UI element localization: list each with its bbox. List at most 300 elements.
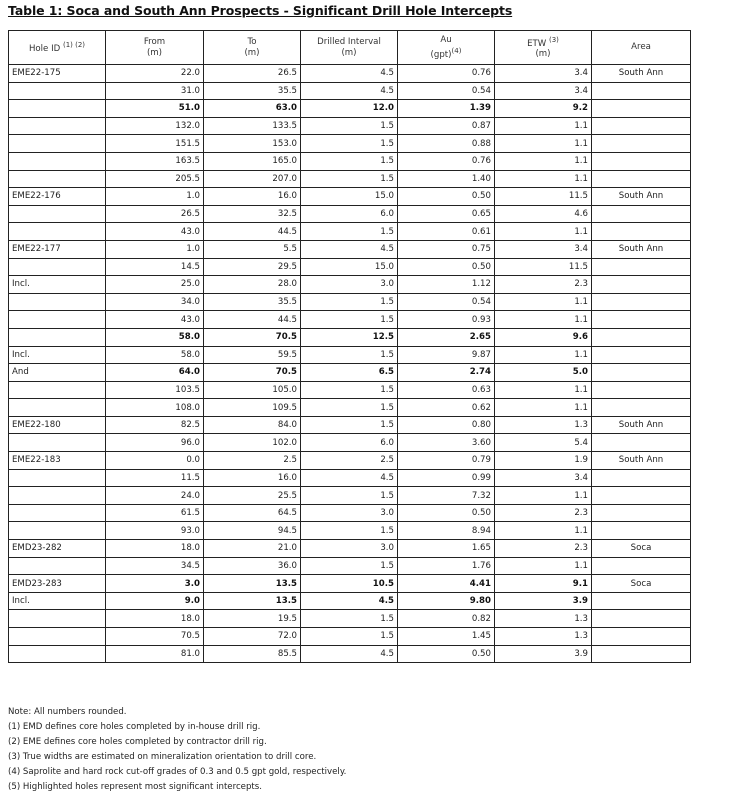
cell-hole: EME22-183 bbox=[9, 452, 106, 470]
table-row bbox=[9, 152, 691, 170]
cell-interval: 1.5 bbox=[301, 628, 398, 646]
cell-to: 35.5 bbox=[204, 82, 301, 100]
cell-etw: 1.1 bbox=[495, 223, 592, 241]
cell-etw: 1.1 bbox=[495, 381, 592, 399]
cell-au: 7.32 bbox=[398, 487, 495, 505]
cell-hole bbox=[9, 645, 106, 663]
header-footnote-ref: (4) bbox=[451, 46, 462, 55]
cell-from: 34.0 bbox=[106, 293, 204, 311]
cell-interval: 3.0 bbox=[301, 504, 398, 522]
cell-interval: 15.0 bbox=[301, 188, 398, 206]
cell-hole bbox=[9, 434, 106, 452]
cell-to: 59.5 bbox=[204, 346, 301, 364]
cell-au: 1.76 bbox=[398, 557, 495, 575]
table-row bbox=[9, 645, 691, 663]
cell-hole bbox=[9, 469, 106, 487]
cell-area: South Ann bbox=[592, 188, 691, 206]
cell-hole bbox=[9, 152, 106, 170]
cell-au: 0.80 bbox=[398, 416, 495, 434]
cell-au: 0.99 bbox=[398, 469, 495, 487]
cell-area bbox=[592, 399, 691, 417]
drill-intercepts-table bbox=[8, 30, 691, 663]
table-row bbox=[9, 223, 691, 241]
cell-interval: 6.0 bbox=[301, 205, 398, 223]
cell-to: 44.5 bbox=[204, 223, 301, 241]
cell-au: 0.61 bbox=[398, 223, 495, 241]
cell-area bbox=[592, 504, 691, 522]
table-row bbox=[9, 170, 691, 188]
cell-from: 14.5 bbox=[106, 258, 204, 276]
cell-to: 32.5 bbox=[204, 205, 301, 223]
header-label: From bbox=[143, 36, 166, 47]
cell-to: 109.5 bbox=[204, 399, 301, 417]
cell-etw: 3.4 bbox=[495, 82, 592, 100]
cell-area bbox=[592, 258, 691, 276]
header-unit: (m) bbox=[535, 49, 551, 60]
cell-from: 1.0 bbox=[106, 240, 204, 258]
header-unit: (m) bbox=[341, 47, 357, 58]
cell-interval: 1.5 bbox=[301, 381, 398, 399]
table-row bbox=[9, 469, 691, 487]
cell-to: 16.0 bbox=[204, 469, 301, 487]
cell-area bbox=[592, 381, 691, 399]
table-row bbox=[9, 65, 691, 83]
cell-au: 1.45 bbox=[398, 628, 495, 646]
table-row bbox=[9, 188, 691, 206]
table-row bbox=[9, 381, 691, 399]
cell-etw: 1.1 bbox=[495, 170, 592, 188]
cell-au: 9.80 bbox=[398, 592, 495, 610]
cell-to: 84.0 bbox=[204, 416, 301, 434]
header-footnote-ref: (1) (2) bbox=[62, 41, 86, 50]
header-au bbox=[398, 31, 495, 65]
cell-area bbox=[592, 487, 691, 505]
header-label: Area bbox=[631, 42, 651, 52]
cell-etw: 11.5 bbox=[495, 188, 592, 206]
table-row bbox=[9, 592, 691, 610]
cell-from: 82.5 bbox=[106, 416, 204, 434]
cell-interval: 4.5 bbox=[301, 592, 398, 610]
cell-au: 1.12 bbox=[398, 276, 495, 294]
cell-to: 72.0 bbox=[204, 628, 301, 646]
table-row bbox=[9, 311, 691, 329]
cell-from: 64.0 bbox=[106, 364, 204, 382]
cell-from: 96.0 bbox=[106, 434, 204, 452]
cell-etw: 2.3 bbox=[495, 504, 592, 522]
table-row bbox=[9, 575, 691, 593]
cell-interval: 3.0 bbox=[301, 540, 398, 558]
cell-au: 1.39 bbox=[398, 100, 495, 118]
table-row bbox=[9, 117, 691, 135]
cell-to: 28.0 bbox=[204, 276, 301, 294]
cell-to: 16.0 bbox=[204, 188, 301, 206]
table-row bbox=[9, 610, 691, 628]
cell-from: 26.5 bbox=[106, 205, 204, 223]
header-label: ETW bbox=[527, 38, 547, 49]
header-unit: (m) bbox=[146, 47, 163, 58]
cell-interval: 1.5 bbox=[301, 117, 398, 135]
cell-from: 103.5 bbox=[106, 381, 204, 399]
header-to bbox=[204, 31, 301, 65]
cell-from: 70.5 bbox=[106, 628, 204, 646]
footnote: (5) Highlighted holes represent most significant intercepts. bbox=[8, 782, 262, 792]
cell-to: 21.0 bbox=[204, 540, 301, 558]
cell-area bbox=[592, 628, 691, 646]
table-row bbox=[9, 540, 691, 558]
cell-etw: 1.3 bbox=[495, 610, 592, 628]
cell-etw: 11.5 bbox=[495, 258, 592, 276]
table-row bbox=[9, 276, 691, 294]
cell-to: 13.5 bbox=[204, 575, 301, 593]
cell-from: 18.0 bbox=[106, 540, 204, 558]
cell-to: 19.5 bbox=[204, 610, 301, 628]
cell-etw: 1.1 bbox=[495, 522, 592, 540]
footnote: (3) True widths are estimated on mineralization orientation to drill core. bbox=[8, 752, 317, 762]
cell-interval: 1.5 bbox=[301, 522, 398, 540]
cell-au: 0.93 bbox=[398, 311, 495, 329]
cell-area bbox=[592, 152, 691, 170]
cell-area: Soca bbox=[592, 540, 691, 558]
cell-etw: 9.2 bbox=[495, 100, 592, 118]
cell-interval: 1.5 bbox=[301, 346, 398, 364]
cell-hole: EME22-180 bbox=[9, 416, 106, 434]
table-row bbox=[9, 452, 691, 470]
cell-from: 43.0 bbox=[106, 223, 204, 241]
cell-area bbox=[592, 592, 691, 610]
cell-etw: 1.1 bbox=[495, 557, 592, 575]
cell-etw: 1.3 bbox=[495, 416, 592, 434]
header-from bbox=[106, 31, 204, 65]
cell-hole: EMD23-282 bbox=[9, 540, 106, 558]
cell-area bbox=[592, 205, 691, 223]
cell-to: 29.5 bbox=[204, 258, 301, 276]
cell-interval: 1.5 bbox=[301, 416, 398, 434]
cell-hole: Incl. bbox=[9, 276, 106, 294]
cell-area: South Ann bbox=[592, 452, 691, 470]
table-title: Table 1: Soca and South Ann Prospects - Significant Drill Hole Intercepts bbox=[8, 3, 513, 18]
cell-from: 151.5 bbox=[106, 135, 204, 153]
cell-interval: 4.5 bbox=[301, 645, 398, 663]
cell-from: 108.0 bbox=[106, 399, 204, 417]
cell-au: 0.88 bbox=[398, 135, 495, 153]
cell-from: 34.5 bbox=[106, 557, 204, 575]
cell-to: 13.5 bbox=[204, 592, 301, 610]
cell-hole: EME22-176 bbox=[9, 188, 106, 206]
cell-etw: 1.1 bbox=[495, 152, 592, 170]
cell-interval: 6.0 bbox=[301, 434, 398, 452]
cell-interval: 1.5 bbox=[301, 311, 398, 329]
cell-to: 44.5 bbox=[204, 311, 301, 329]
cell-area bbox=[592, 610, 691, 628]
cell-from: 25.0 bbox=[106, 276, 204, 294]
cell-interval: 4.5 bbox=[301, 469, 398, 487]
cell-au: 1.65 bbox=[398, 540, 495, 558]
cell-area bbox=[592, 364, 691, 382]
cell-to: 64.5 bbox=[204, 504, 301, 522]
cell-etw: 3.9 bbox=[495, 592, 592, 610]
cell-to: 26.5 bbox=[204, 65, 301, 83]
cell-hole bbox=[9, 82, 106, 100]
cell-interval: 4.5 bbox=[301, 240, 398, 258]
cell-interval: 4.5 bbox=[301, 82, 398, 100]
cell-to: 2.5 bbox=[204, 452, 301, 470]
cell-to: 153.0 bbox=[204, 135, 301, 153]
cell-interval: 1.5 bbox=[301, 293, 398, 311]
cell-etw: 1.1 bbox=[495, 346, 592, 364]
footnote: (1) EMD defines core holes completed by in-house drill rig. bbox=[8, 722, 261, 732]
cell-interval: 10.5 bbox=[301, 575, 398, 593]
table-row bbox=[9, 205, 691, 223]
cell-area bbox=[592, 100, 691, 118]
cell-hole bbox=[9, 328, 106, 346]
cell-area bbox=[592, 346, 691, 364]
footnote: (2) EME defines core holes completed by contractor drill rig. bbox=[8, 737, 267, 747]
cell-area bbox=[592, 645, 691, 663]
table-row bbox=[9, 416, 691, 434]
cell-from: 61.5 bbox=[106, 504, 204, 522]
cell-etw: 5.4 bbox=[495, 434, 592, 452]
cell-etw: 3.9 bbox=[495, 645, 592, 663]
cell-au: 0.50 bbox=[398, 258, 495, 276]
cell-au: 0.75 bbox=[398, 240, 495, 258]
cell-etw: 1.1 bbox=[495, 293, 592, 311]
cell-to: 63.0 bbox=[204, 100, 301, 118]
table-row bbox=[9, 135, 691, 153]
cell-etw: 1.1 bbox=[495, 117, 592, 135]
cell-hole: EME22-175 bbox=[9, 65, 106, 83]
cell-etw: 3.4 bbox=[495, 240, 592, 258]
cell-from: 163.5 bbox=[106, 152, 204, 170]
cell-to: 36.0 bbox=[204, 557, 301, 575]
cell-interval: 1.5 bbox=[301, 557, 398, 575]
cell-from: 205.5 bbox=[106, 170, 204, 188]
cell-au: 0.50 bbox=[398, 645, 495, 663]
cell-au: 3.60 bbox=[398, 434, 495, 452]
table-row bbox=[9, 522, 691, 540]
cell-from: 24.0 bbox=[106, 487, 204, 505]
cell-to: 102.0 bbox=[204, 434, 301, 452]
cell-interval: 4.5 bbox=[301, 65, 398, 83]
cell-interval: 1.5 bbox=[301, 170, 398, 188]
table-row bbox=[9, 293, 691, 311]
cell-area bbox=[592, 557, 691, 575]
cell-to: 5.5 bbox=[204, 240, 301, 258]
cell-hole bbox=[9, 381, 106, 399]
cell-from: 132.0 bbox=[106, 117, 204, 135]
cell-etw: 1.1 bbox=[495, 311, 592, 329]
cell-area bbox=[592, 434, 691, 452]
cell-interval: 2.5 bbox=[301, 452, 398, 470]
cell-to: 165.0 bbox=[204, 152, 301, 170]
cell-hole bbox=[9, 117, 106, 135]
cell-area: Soca bbox=[592, 575, 691, 593]
header-label: Hole ID bbox=[28, 43, 61, 54]
cell-au: 0.50 bbox=[398, 504, 495, 522]
cell-au: 0.76 bbox=[398, 152, 495, 170]
header-label: To bbox=[247, 36, 257, 47]
cell-to: 35.5 bbox=[204, 293, 301, 311]
table-row bbox=[9, 628, 691, 646]
cell-area bbox=[592, 82, 691, 100]
cell-interval: 12.0 bbox=[301, 100, 398, 118]
cell-au: 8.94 bbox=[398, 522, 495, 540]
cell-area bbox=[592, 276, 691, 294]
header-unit: (m) bbox=[244, 47, 260, 58]
cell-area bbox=[592, 117, 691, 135]
cell-au: 0.76 bbox=[398, 65, 495, 83]
cell-etw: 9.6 bbox=[495, 328, 592, 346]
header-hole-id bbox=[9, 31, 106, 65]
cell-interval: 15.0 bbox=[301, 258, 398, 276]
cell-etw: 4.6 bbox=[495, 205, 592, 223]
table-row bbox=[9, 346, 691, 364]
cell-interval: 1.5 bbox=[301, 223, 398, 241]
table-row bbox=[9, 100, 691, 118]
cell-au: 0.63 bbox=[398, 381, 495, 399]
cell-from: 43.0 bbox=[106, 311, 204, 329]
table-row bbox=[9, 82, 691, 100]
cell-from: 58.0 bbox=[106, 346, 204, 364]
cell-to: 25.5 bbox=[204, 487, 301, 505]
table-row bbox=[9, 328, 691, 346]
cell-hole: Incl. bbox=[9, 592, 106, 610]
cell-area bbox=[592, 469, 691, 487]
cell-etw: 3.4 bbox=[495, 65, 592, 83]
cell-area bbox=[592, 293, 691, 311]
header-etw bbox=[495, 31, 592, 65]
cell-interval: 1.5 bbox=[301, 610, 398, 628]
cell-au: 0.79 bbox=[398, 452, 495, 470]
cell-etw: 5.0 bbox=[495, 364, 592, 382]
cell-to: 133.5 bbox=[204, 117, 301, 135]
cell-from: 18.0 bbox=[106, 610, 204, 628]
cell-au: 9.87 bbox=[398, 346, 495, 364]
cell-from: 31.0 bbox=[106, 82, 204, 100]
cell-area: South Ann bbox=[592, 65, 691, 83]
cell-from: 11.5 bbox=[106, 469, 204, 487]
cell-etw: 9.1 bbox=[495, 575, 592, 593]
header-label: Au bbox=[440, 34, 452, 45]
cell-interval: 1.5 bbox=[301, 487, 398, 505]
cell-hole bbox=[9, 293, 106, 311]
cell-etw: 1.1 bbox=[495, 135, 592, 153]
cell-interval: 1.5 bbox=[301, 399, 398, 417]
footnote: Note: All numbers rounded. bbox=[8, 707, 127, 717]
cell-hole bbox=[9, 522, 106, 540]
cell-hole: Incl. bbox=[9, 346, 106, 364]
cell-hole bbox=[9, 100, 106, 118]
footnote: (4) Saprolite and hard rock cut-off grades of 0.3 and 0.5 gpt gold, respectively. bbox=[8, 767, 347, 777]
table-row bbox=[9, 364, 691, 382]
cell-au: 0.82 bbox=[398, 610, 495, 628]
cell-to: 207.0 bbox=[204, 170, 301, 188]
cell-from: 9.0 bbox=[106, 592, 204, 610]
header-label: Drilled Interval bbox=[317, 36, 381, 47]
cell-hole bbox=[9, 223, 106, 241]
table-row bbox=[9, 434, 691, 452]
footnotes bbox=[8, 705, 346, 795]
cell-hole bbox=[9, 311, 106, 329]
cell-hole bbox=[9, 135, 106, 153]
table-row bbox=[9, 504, 691, 522]
cell-from: 1.0 bbox=[106, 188, 204, 206]
header-area bbox=[592, 31, 691, 65]
header-interval bbox=[301, 31, 398, 65]
header-row bbox=[9, 31, 691, 65]
cell-etw: 1.3 bbox=[495, 628, 592, 646]
cell-interval: 6.5 bbox=[301, 364, 398, 382]
cell-au: 2.74 bbox=[398, 364, 495, 382]
cell-au: 2.65 bbox=[398, 328, 495, 346]
header-unit: (gpt) bbox=[430, 49, 452, 60]
cell-area: South Ann bbox=[592, 416, 691, 434]
cell-area bbox=[592, 135, 691, 153]
cell-to: 105.0 bbox=[204, 381, 301, 399]
cell-from: 22.0 bbox=[106, 65, 204, 83]
cell-from: 81.0 bbox=[106, 645, 204, 663]
cell-au: 0.87 bbox=[398, 117, 495, 135]
cell-au: 0.54 bbox=[398, 82, 495, 100]
cell-hole bbox=[9, 170, 106, 188]
cell-area: South Ann bbox=[592, 240, 691, 258]
cell-au: 0.62 bbox=[398, 399, 495, 417]
cell-to: 85.5 bbox=[204, 645, 301, 663]
cell-au: 0.50 bbox=[398, 188, 495, 206]
cell-hole: EME22-177 bbox=[9, 240, 106, 258]
cell-etw: 2.3 bbox=[495, 276, 592, 294]
cell-hole bbox=[9, 610, 106, 628]
cell-hole bbox=[9, 504, 106, 522]
cell-hole bbox=[9, 258, 106, 276]
cell-interval: 1.5 bbox=[301, 135, 398, 153]
cell-from: 51.0 bbox=[106, 100, 204, 118]
cell-etw: 1.1 bbox=[495, 487, 592, 505]
cell-area bbox=[592, 311, 691, 329]
cell-hole bbox=[9, 557, 106, 575]
cell-area bbox=[592, 223, 691, 241]
cell-au: 0.65 bbox=[398, 205, 495, 223]
cell-to: 70.5 bbox=[204, 328, 301, 346]
cell-hole: And bbox=[9, 364, 106, 382]
cell-etw: 1.9 bbox=[495, 452, 592, 470]
table-row bbox=[9, 487, 691, 505]
table-row bbox=[9, 258, 691, 276]
cell-hole bbox=[9, 399, 106, 417]
cell-hole: EMD23-283 bbox=[9, 575, 106, 593]
cell-hole bbox=[9, 628, 106, 646]
cell-hole bbox=[9, 205, 106, 223]
cell-from: 58.0 bbox=[106, 328, 204, 346]
cell-area bbox=[592, 522, 691, 540]
cell-area bbox=[592, 328, 691, 346]
cell-interval: 12.5 bbox=[301, 328, 398, 346]
cell-from: 93.0 bbox=[106, 522, 204, 540]
table-body bbox=[9, 65, 691, 663]
table-row bbox=[9, 399, 691, 417]
cell-interval: 3.0 bbox=[301, 276, 398, 294]
cell-to: 94.5 bbox=[204, 522, 301, 540]
cell-etw: 2.3 bbox=[495, 540, 592, 558]
header-footnote-ref: (3) bbox=[549, 35, 559, 44]
cell-to: 70.5 bbox=[204, 364, 301, 382]
cell-au: 0.54 bbox=[398, 293, 495, 311]
cell-from: 3.0 bbox=[106, 575, 204, 593]
cell-etw: 3.4 bbox=[495, 469, 592, 487]
table-row bbox=[9, 240, 691, 258]
cell-area bbox=[592, 170, 691, 188]
cell-interval: 1.5 bbox=[301, 152, 398, 170]
cell-hole bbox=[9, 487, 106, 505]
